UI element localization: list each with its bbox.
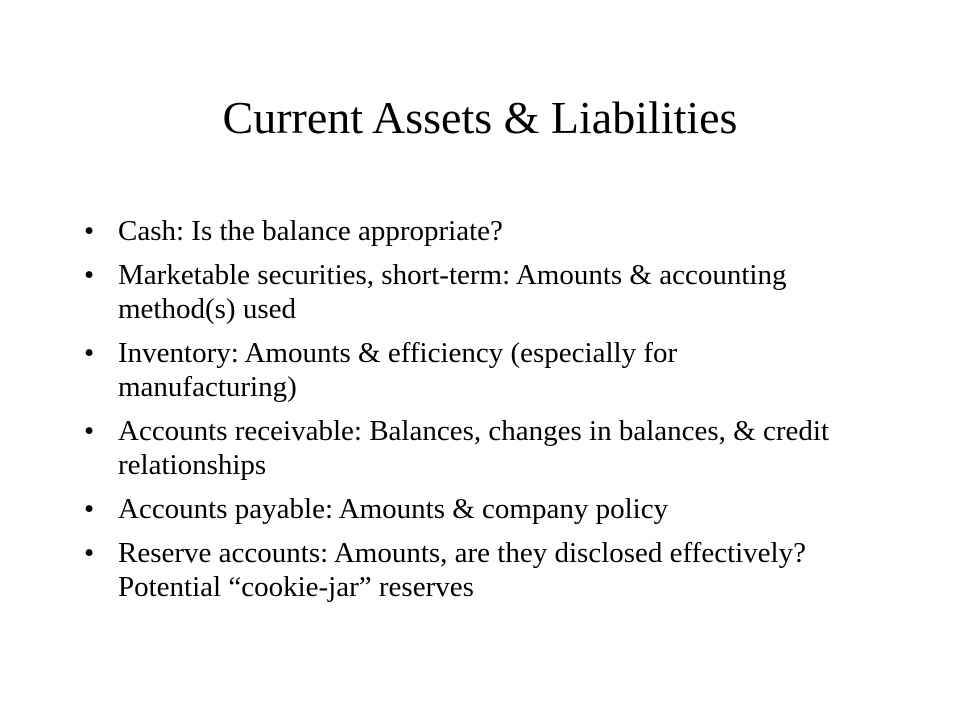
bullet-item: [84, 214, 844, 248]
bullet-dot: •: [84, 259, 95, 291]
bullet-item: [84, 414, 844, 482]
bullet-text: Accounts payable: Amounts & company policy: [118, 493, 669, 525]
bullet-item: [84, 336, 844, 404]
bullet-text: Marketable securities, short-term: Amounts & accounting method(s) used: [118, 259, 787, 325]
slide-title: Current Assets & Liabilities: [222, 92, 738, 143]
bullet-item: [84, 492, 844, 526]
bullet-item: [84, 536, 844, 604]
bullet-text: Inventory: Amounts & efficiency (especially for manufacturing): [118, 337, 678, 403]
bullet-dot: •: [84, 215, 95, 247]
bullet-dot: •: [84, 337, 95, 369]
bullet-dot: •: [84, 493, 95, 525]
bullet-text: Cash: Is the balance appropriate?: [118, 215, 503, 247]
bullet-dot: •: [84, 415, 95, 447]
bullet-item: [84, 258, 844, 326]
bullet-text: Accounts receivable: Balances, changes in balances, & credit relationships: [118, 415, 829, 481]
bullet-list: [84, 214, 844, 614]
bullet-dot: •: [84, 537, 95, 569]
bullet-text: Reserve accounts: Amounts, are they disclosed effectively? Potential “cookie-jar” reserves: [118, 537, 806, 603]
